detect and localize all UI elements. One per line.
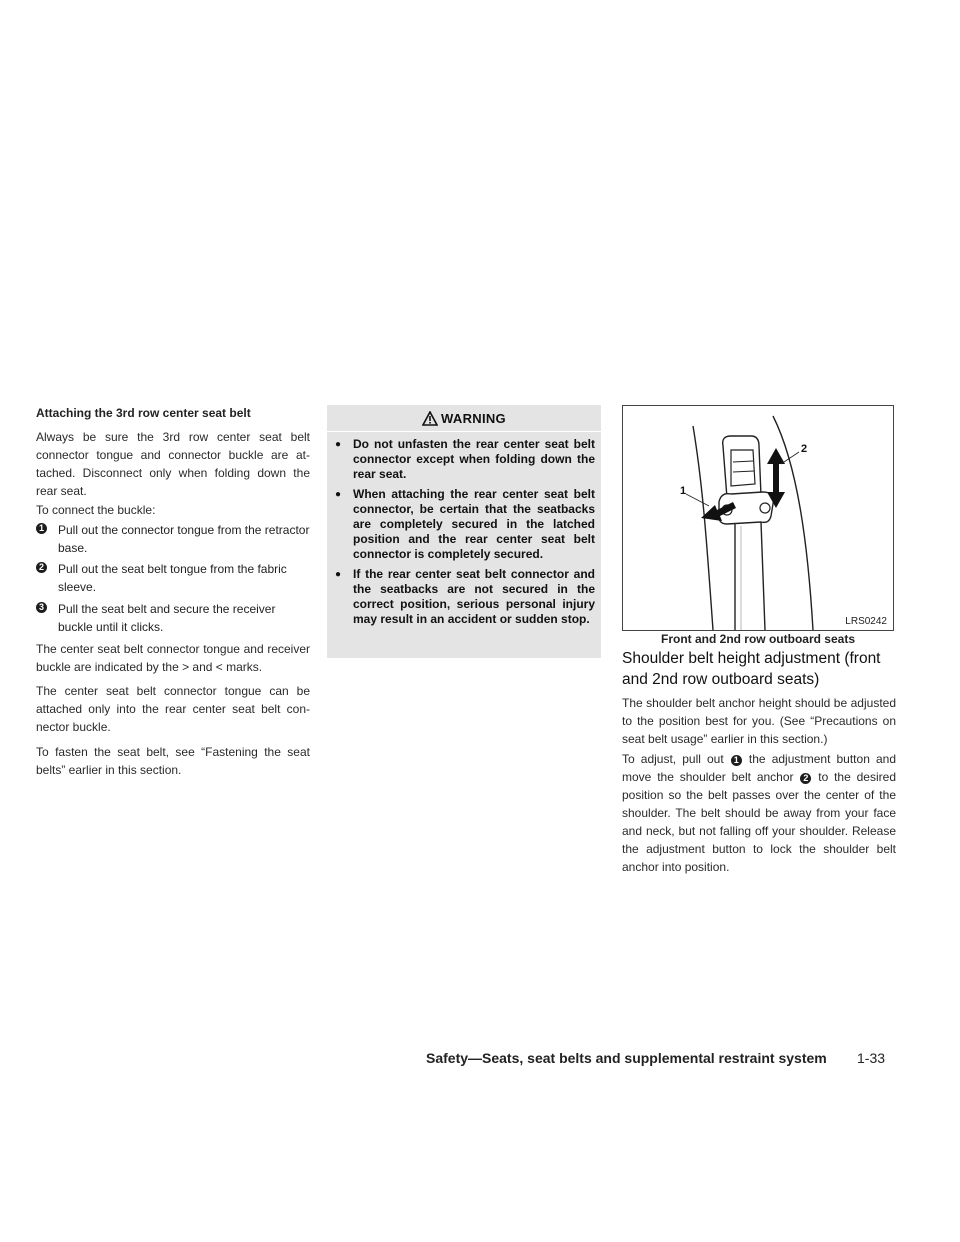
marks-paragraph: The center seat belt connector tongue and receiver buckle are indicated by the > and < marks. [36,642,310,674]
adjust-paragraph [622,750,896,876]
step-2 [36,560,310,596]
step-3 [36,600,310,636]
height-paragraph: The shoulder belt anchor height should be adjusted to the position best for you. (See “Precautions on seat belt usage” earlier in this section.) [622,696,896,746]
adjust-text-a: To adjust, pull out [622,752,724,766]
shoulder-belt-illustration [623,406,893,630]
warning-header [327,405,601,431]
attach-paragraph: The center seat belt connector tongue can be attached only into the rear center seat belt connector buckle. [36,684,310,734]
figure-shoulder-belt-anchor [622,405,894,631]
warning-item: ● Do not unfasten the rear center seat belt connector except when folding down the rear seat. [335,437,595,482]
connect-label: To connect the buckle: [36,503,156,517]
step-number: 3 [36,602,47,613]
warning-item: ● If the rear center seat belt connector and the seatbacks are not secured in the correct position, serious personal injury may result in an accident or sudden stop. [335,567,595,627]
step-1 [36,521,310,557]
warning-title: WARNING [441,410,506,426]
adjust-text-b: the adjustment button and move the shoulder belt anchor [622,752,896,784]
subsection-heading: Attaching the 3rd row center seat belt [36,406,251,420]
ref-number-1: 1 [731,755,742,766]
warning-list [327,432,601,627]
page-number: 1-33 [857,1050,886,1066]
step-number: 2 [36,562,47,573]
fasten-paragraph: To fasten the seat belt, see “Fastening the seat belts” earlier in this section. [36,745,310,777]
warning-box [327,405,601,658]
step-text: Pull out the connector tongue from the retractor base. [58,523,310,555]
step-text: Pull the seat belt and secure the receiver buckle until it clicks. [58,602,276,634]
warning-triangle-icon [422,411,438,426]
figure-label-1: 1 [680,485,687,497]
step-text: Pull out the seat belt tongue from the fabric sleeve. [58,562,287,594]
figure-code: LRS0242 [845,616,887,627]
ref-number-2: 2 [800,773,811,784]
section-heading: Shoulder belt height adjustment (front and 2nd row outboard seats) [622,650,881,688]
figure-caption: Front and 2nd row outboard seats [660,632,855,646]
warning-item: ● When attaching the rear center seat belt connector, be certain that the seatbacks are completely secured in the latched position and the rear center seat belt connector is completely secured. [335,487,595,562]
footer-section-title: Safety—Seats, seat belts and supplemental restraint system [426,1050,827,1066]
figure-label-2: 2 [801,443,808,455]
adjust-text-c: to the desired position so the belt passes over the center of the shoulder. The belt should be away from your face and neck, but not falling off your shoulder. Release the adjustment button to lock the shoulder belt anchor into position. [622,770,896,874]
step-number: 1 [36,523,47,534]
intro-paragraph: Always be sure the 3rd row center seat belt connector tongue and connector buckle are attached. Disconnect only when folding down the rear seat. [36,430,310,498]
